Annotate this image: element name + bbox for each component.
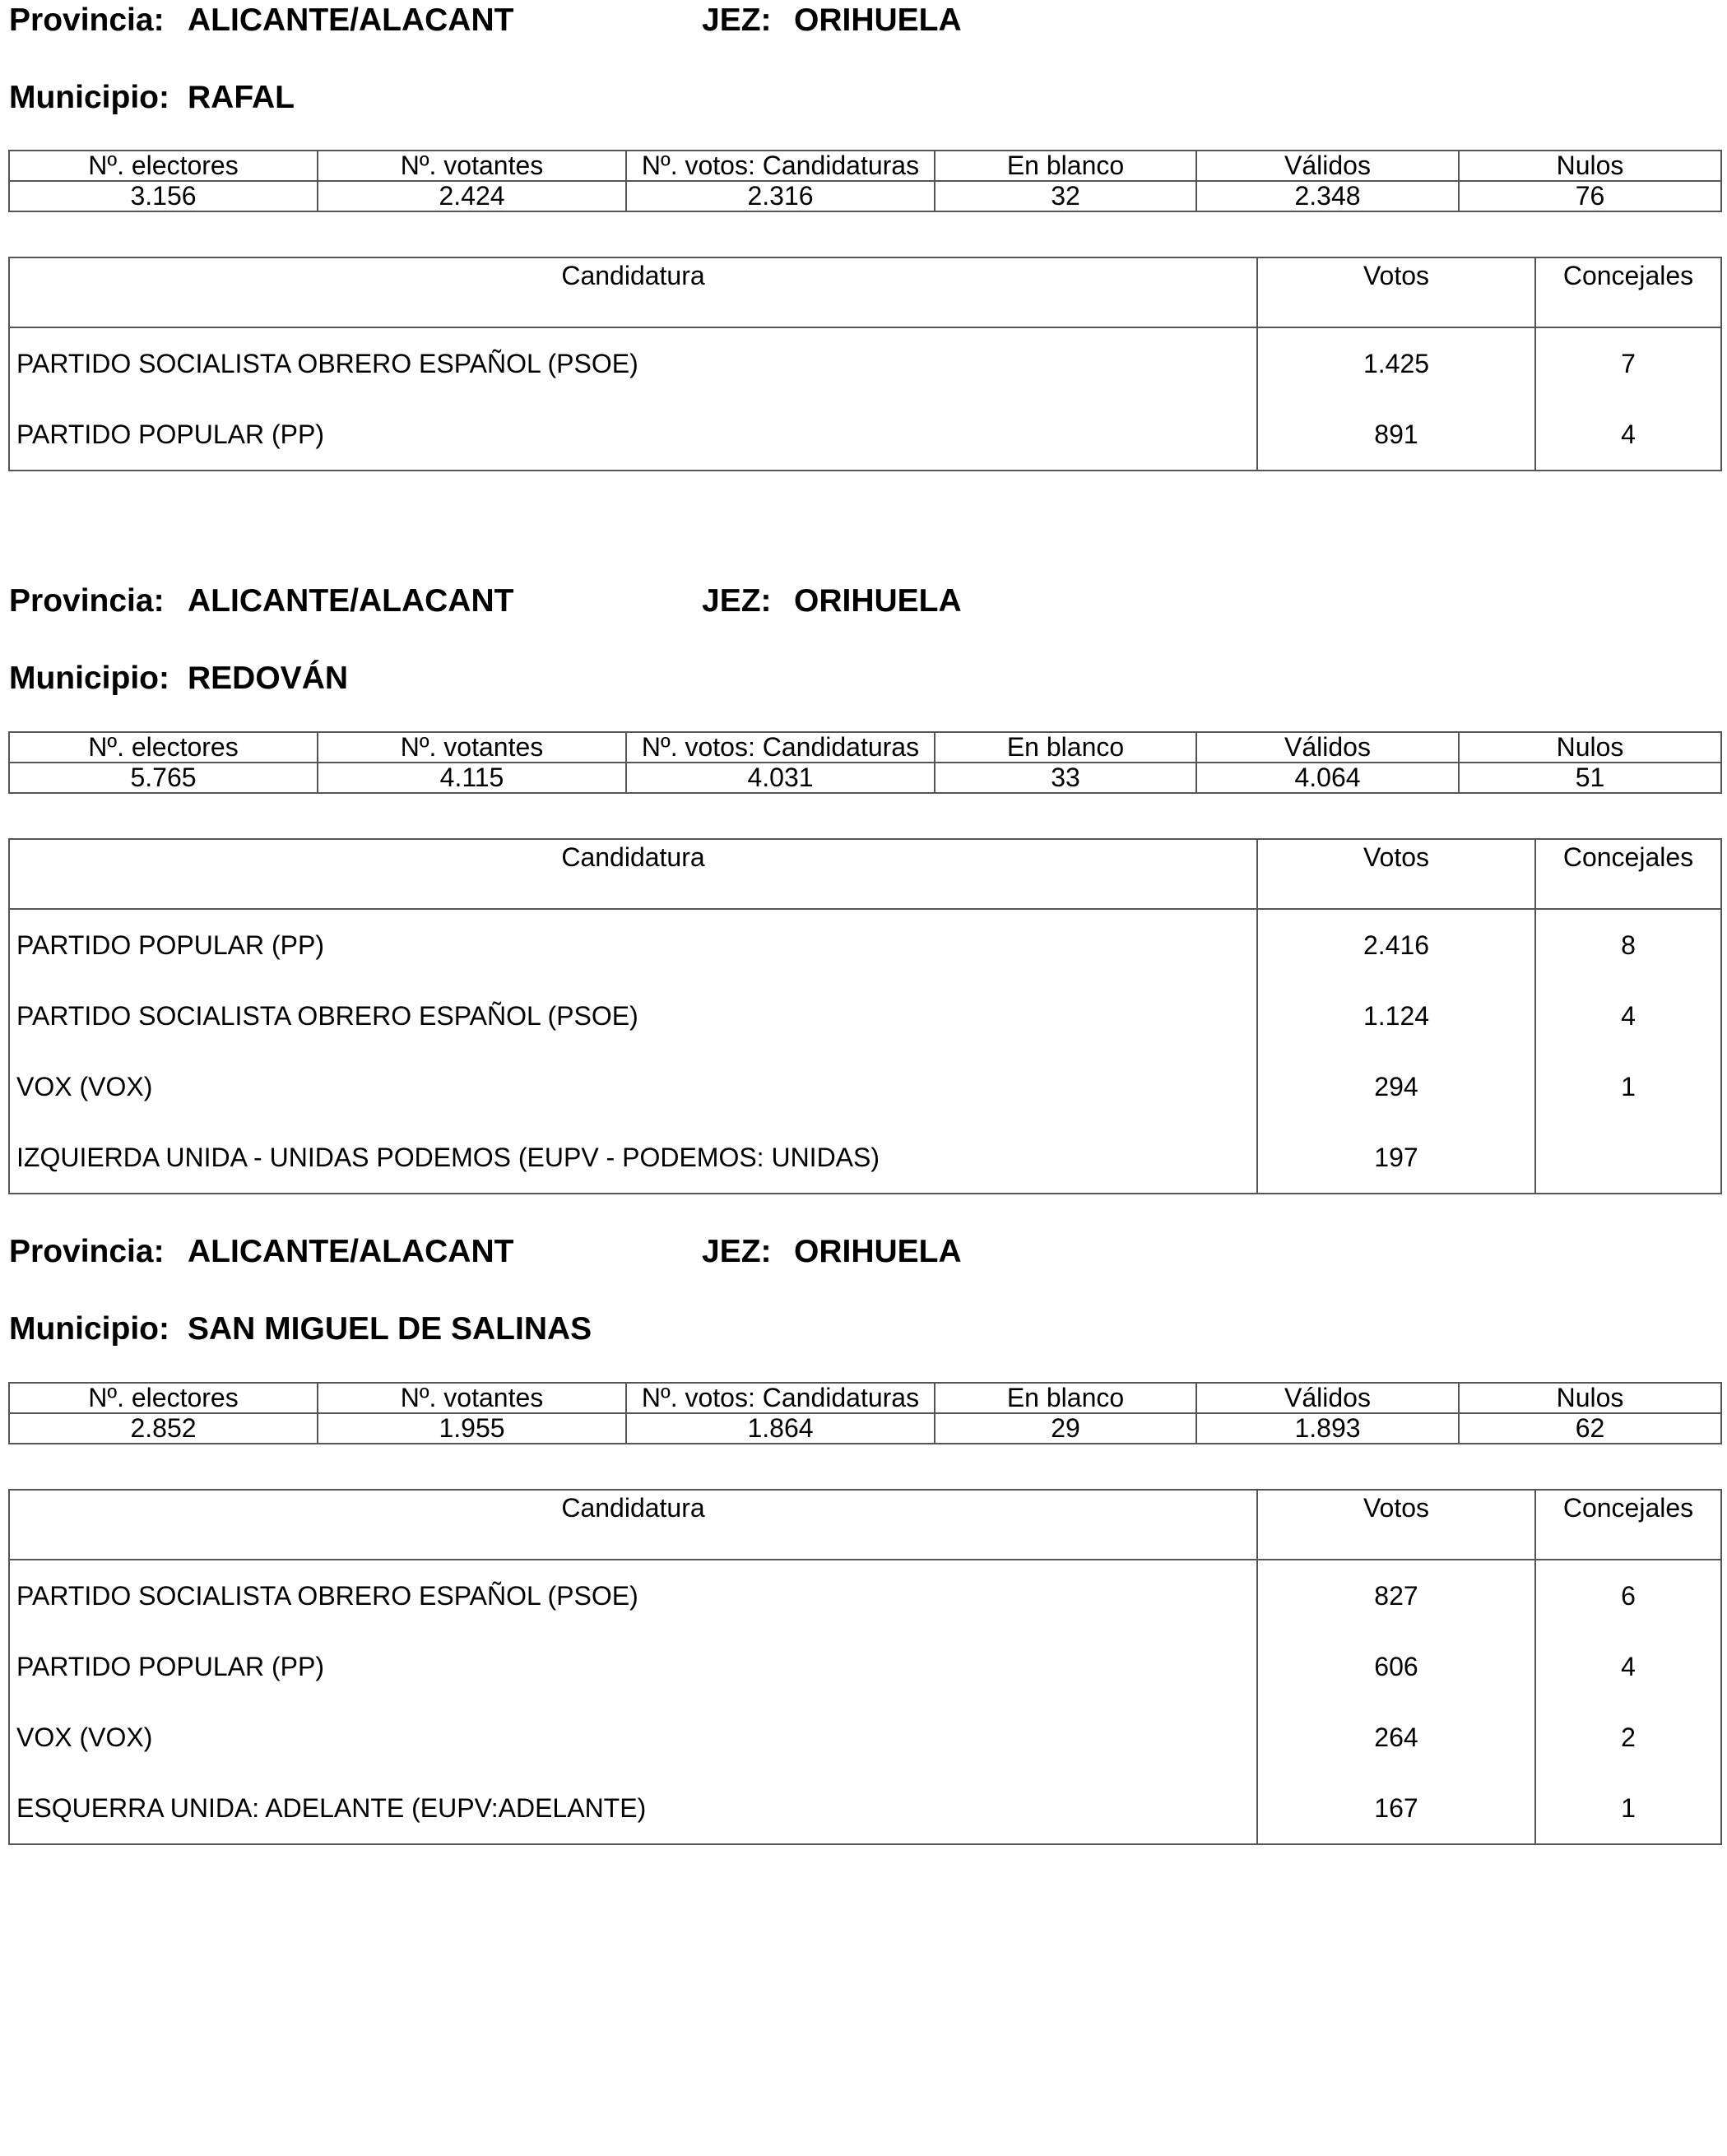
- candidatura-row: [9, 909, 1721, 981]
- candidatura-concejales: 6: [1535, 1560, 1721, 1631]
- votos-header: Votos: [1257, 257, 1535, 327]
- candidatura-row: [9, 1051, 1721, 1122]
- candidatura-row: [9, 981, 1721, 1051]
- candidatura-votos: 606: [1257, 1631, 1535, 1702]
- candidatura-row: [9, 327, 1721, 399]
- stats-header: Nº. votantes: [318, 732, 626, 763]
- candidatura-votos: 827: [1257, 1560, 1535, 1631]
- candidatura-votos: 264: [1257, 1702, 1535, 1773]
- municipio-value: REDOVÁN: [188, 661, 349, 696]
- candidatura-concejales: [1535, 1122, 1721, 1194]
- stats-header: Válidos: [1196, 151, 1459, 181]
- stats-header: Nº. votos: Candidaturas: [626, 1383, 935, 1413]
- stats-header: Nulos: [1459, 732, 1721, 763]
- stats-value-row: [9, 181, 1721, 211]
- jez-label: JEZ:: [702, 583, 772, 619]
- candidatura-row: [9, 1631, 1721, 1702]
- stats-value: 62: [1459, 1413, 1721, 1444]
- candidatura-concejales: 1: [1535, 1773, 1721, 1844]
- stats-header: Nº. electores: [9, 1383, 318, 1413]
- candidatura-votos: 1.425: [1257, 327, 1535, 399]
- stats-value: 4.031: [626, 763, 935, 793]
- stats-header: En blanco: [935, 151, 1196, 181]
- stats-header: Nº. electores: [9, 151, 318, 181]
- stats-header: Nº. votos: Candidaturas: [626, 732, 935, 763]
- stats-table: [8, 1382, 1722, 1444]
- candidatura-concejales: 1: [1535, 1051, 1721, 1122]
- jez-value: ORIHUELA: [794, 1234, 962, 1269]
- votos-header: Votos: [1257, 839, 1535, 909]
- stats-header-row: [9, 151, 1721, 181]
- stats-value: 33: [935, 763, 1196, 793]
- stats-header: Nº. votos: Candidaturas: [626, 151, 935, 181]
- candidatura-votos: 2.416: [1257, 909, 1535, 981]
- stats-value: 76: [1459, 181, 1721, 211]
- candidatura-votos: 891: [1257, 399, 1535, 471]
- candidatura-votos: 167: [1257, 1773, 1535, 1844]
- stats-header: Válidos: [1196, 732, 1459, 763]
- candidatura-concejales: 7: [1535, 327, 1721, 399]
- jez-value: ORIHUELA: [794, 2, 962, 38]
- candidatura-row: [9, 1560, 1721, 1631]
- provincia-value: ALICANTE/ALACANT: [188, 1234, 514, 1269]
- candidatura-header: Candidatura: [9, 839, 1257, 909]
- concejales-header: Concejales: [1535, 257, 1721, 327]
- votos-header: Votos: [1257, 1490, 1535, 1560]
- candidatura-nombre: VOX (VOX): [16, 1072, 153, 1101]
- stats-value: 4.064: [1196, 763, 1459, 793]
- concejales-header: Concejales: [1535, 839, 1721, 909]
- stats-table: [8, 731, 1722, 794]
- candidatura-votos: 294: [1257, 1051, 1535, 1122]
- stats-value: 2.316: [626, 181, 935, 211]
- stats-value: 29: [935, 1413, 1196, 1444]
- stats-header: Nº. votantes: [318, 1383, 626, 1413]
- stats-header: Nº. electores: [9, 732, 318, 763]
- candidatura-row: [9, 1122, 1721, 1194]
- candidatura-concejales: 2: [1535, 1702, 1721, 1773]
- candidatura-row: [9, 399, 1721, 471]
- stats-value: 2.348: [1196, 181, 1459, 211]
- candidatura-concejales: 4: [1535, 399, 1721, 471]
- stats-value: 1.893: [1196, 1413, 1459, 1444]
- stats-header: Nº. votantes: [318, 151, 626, 181]
- candidatura-nombre: PARTIDO SOCIALISTA OBRERO ESPAÑOL (PSOE): [16, 1001, 638, 1031]
- candidatura-nombre: PARTIDO POPULAR (PP): [16, 930, 324, 960]
- stats-value: 4.115: [318, 763, 626, 793]
- stats-value-row: [9, 1413, 1721, 1444]
- concejales-header: Concejales: [1535, 1490, 1721, 1560]
- candidatura-nombre: PARTIDO POPULAR (PP): [16, 1652, 324, 1681]
- stats-value: 2.852: [9, 1413, 318, 1444]
- stats-value: 51: [1459, 763, 1721, 793]
- candidatura-nombre: IZQUIERDA UNIDA - UNIDAS PODEMOS (EUPV - PODEMOS: UNIDAS): [16, 1143, 880, 1172]
- candidaturas-table: [8, 1489, 1722, 1845]
- provincia-value: ALICANTE/ALACANT: [188, 583, 514, 619]
- municipio-label: Municipio:: [9, 661, 169, 696]
- municipio-label: Municipio:: [9, 80, 169, 115]
- candidaturas-header-row: [9, 839, 1721, 909]
- provincia-label: Provincia:: [9, 1234, 165, 1269]
- candidaturas-header-row: [9, 257, 1721, 327]
- candidatura-nombre: PARTIDO SOCIALISTA OBRERO ESPAÑOL (PSOE): [16, 349, 638, 378]
- stats-header-row: [9, 1383, 1721, 1413]
- stats-header: Nulos: [1459, 1383, 1721, 1413]
- candidatura-row: [9, 1773, 1721, 1844]
- stats-header: En blanco: [935, 1383, 1196, 1413]
- provincia-label: Provincia:: [9, 2, 165, 38]
- candidatura-nombre: PARTIDO SOCIALISTA OBRERO ESPAÑOL (PSOE): [16, 1581, 638, 1611]
- provincia-value: ALICANTE/ALACANT: [188, 2, 514, 38]
- stats-header: En blanco: [935, 732, 1196, 763]
- stats-value: 1.864: [626, 1413, 935, 1444]
- candidatura-nombre: VOX (VOX): [16, 1722, 153, 1752]
- candidaturas-header-row: [9, 1490, 1721, 1560]
- stats-value: 2.424: [318, 181, 626, 211]
- candidatura-nombre: PARTIDO POPULAR (PP): [16, 420, 324, 449]
- stats-value-row: [9, 763, 1721, 793]
- stats-value: 3.156: [9, 181, 318, 211]
- stats-value: 1.955: [318, 1413, 626, 1444]
- candidaturas-table: [8, 257, 1722, 471]
- candidatura-concejales: 4: [1535, 981, 1721, 1051]
- candidatura-votos: 197: [1257, 1122, 1535, 1194]
- candidatura-header: Candidatura: [9, 257, 1257, 327]
- stats-header-row: [9, 732, 1721, 763]
- candidatura-votos: 1.124: [1257, 981, 1535, 1051]
- provincia-label: Provincia:: [9, 583, 165, 619]
- stats-value: 32: [935, 181, 1196, 211]
- municipio-value: SAN MIGUEL DE SALINAS: [188, 1311, 592, 1347]
- jez-value: ORIHUELA: [794, 583, 962, 619]
- jez-label: JEZ:: [702, 2, 772, 38]
- candidatura-row: [9, 1702, 1721, 1773]
- candidatura-concejales: 4: [1535, 1631, 1721, 1702]
- stats-header: Válidos: [1196, 1383, 1459, 1413]
- candidatura-concejales: 8: [1535, 909, 1721, 981]
- stats-header: Nulos: [1459, 151, 1721, 181]
- candidatura-nombre: ESQUERRA UNIDA: ADELANTE (EUPV:ADELANTE): [16, 1793, 647, 1823]
- stats-table: [8, 150, 1722, 212]
- candidatura-header: Candidatura: [9, 1490, 1257, 1560]
- municipio-label: Municipio:: [9, 1311, 169, 1347]
- stats-value: 5.765: [9, 763, 318, 793]
- jez-label: JEZ:: [702, 1234, 772, 1269]
- municipio-value: RAFAL: [188, 80, 295, 115]
- candidaturas-table: [8, 838, 1722, 1194]
